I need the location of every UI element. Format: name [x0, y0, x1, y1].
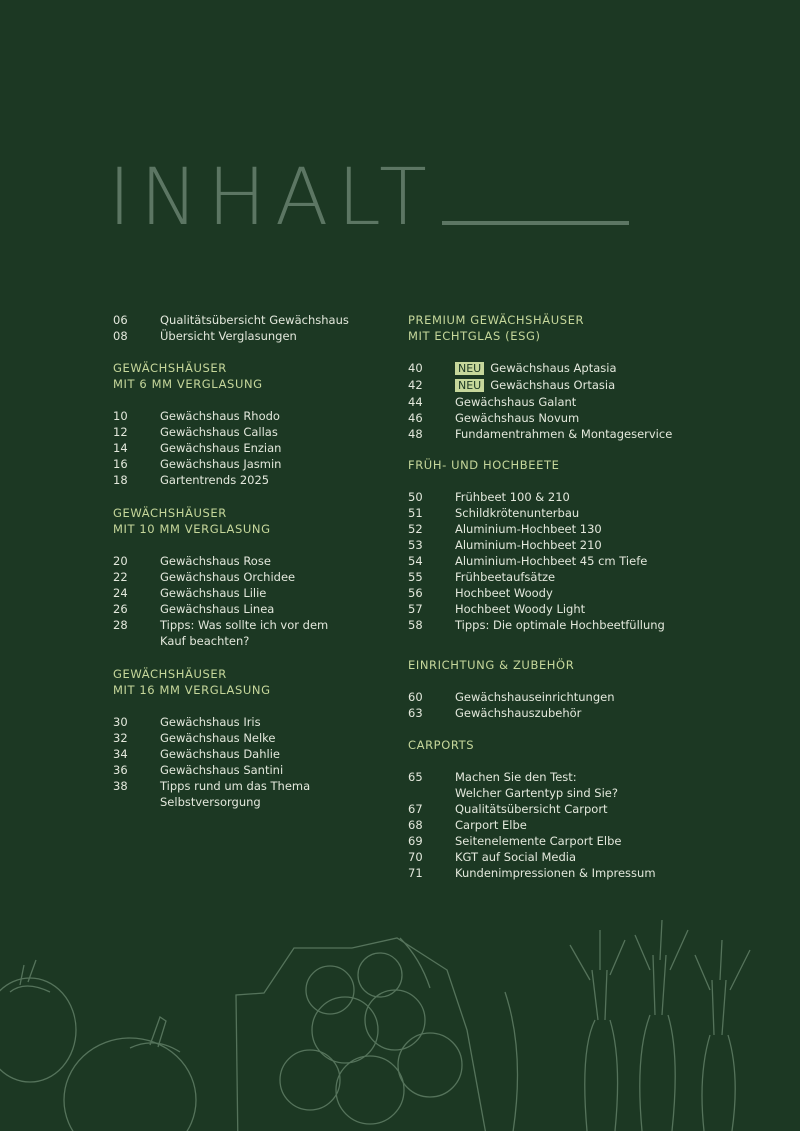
- page-number: 08: [113, 329, 128, 343]
- entry-text: Frühbeetaufsätze: [455, 570, 556, 584]
- toc-section: [408, 657, 748, 721]
- toc-entry[interactable]: [408, 377, 748, 394]
- entry-title: [160, 408, 413, 424]
- entry-title: [455, 585, 748, 601]
- entry-title: [160, 714, 413, 730]
- toc-section: [113, 312, 413, 344]
- entry-title: [455, 569, 748, 585]
- entry-title: [455, 865, 748, 881]
- toc-entry[interactable]: [408, 505, 748, 521]
- toc-entry[interactable]: [408, 801, 748, 817]
- page-number: 56: [408, 586, 423, 600]
- entry-title: [160, 553, 413, 569]
- entry-title: [160, 601, 413, 617]
- section-heading: GEWÄCHSHÄUSER: [113, 506, 227, 520]
- toc-entry[interactable]: [408, 521, 748, 537]
- entry-title: [160, 569, 413, 585]
- entry-text: Schildkrötenunterbau: [455, 506, 580, 520]
- entry-text: Gewächshaus Aptasia: [490, 361, 617, 375]
- entry-text: Gewächshaus Novum: [455, 411, 580, 425]
- entry-text: Übersicht Verglasungen: [160, 329, 297, 343]
- toc-entry[interactable]: [113, 424, 413, 440]
- entry-text: Hochbeet Woody: [455, 586, 553, 600]
- toc-entry[interactable]: [408, 689, 748, 705]
- toc-entry[interactable]: [113, 553, 413, 569]
- toc-entry[interactable]: [408, 833, 748, 849]
- toc-entry[interactable]: [408, 617, 748, 633]
- entry-text: Gewächshaus Ortasia: [490, 378, 616, 392]
- toc-entry[interactable]: [113, 762, 413, 778]
- entry-text-continued: Welcher Gartentyp sind Sie?: [455, 786, 618, 800]
- entry-text: Gewächshaus Dahlie: [160, 747, 280, 761]
- entry-text: Frühbeet 100 & 210: [455, 490, 570, 504]
- entry-text: Qualitätsübersicht Gewächshaus: [160, 313, 349, 327]
- page-number: 12: [113, 425, 128, 439]
- entry-title: [455, 410, 748, 426]
- page-number: 18: [113, 473, 128, 487]
- entry-title: [160, 585, 413, 601]
- page-number: 40: [408, 361, 423, 375]
- page-number: 42: [408, 378, 423, 392]
- toc-section: [408, 457, 748, 633]
- page-number: 58: [408, 618, 423, 632]
- entry-title: [455, 617, 748, 633]
- section-heading: PREMIUM GEWÄCHSHÄUSER: [408, 313, 585, 327]
- toc-entry[interactable]: [113, 730, 413, 746]
- section-heading: FRÜH- UND HOCHBEETE: [408, 458, 560, 472]
- page-number: 63: [408, 706, 423, 720]
- entry-text: Gewächshaus Rose: [160, 554, 271, 568]
- page-number: 38: [113, 779, 128, 793]
- page-number: 28: [113, 618, 128, 632]
- entry-text-continued: Kauf beachten?: [160, 634, 250, 648]
- toc-entry[interactable]: [408, 553, 748, 569]
- toc-entry[interactable]: [113, 585, 413, 601]
- toc-entry[interactable]: [408, 585, 748, 601]
- toc-entry[interactable]: [113, 746, 413, 762]
- page-number: 54: [408, 554, 423, 568]
- page-number: 69: [408, 834, 423, 848]
- entry-title: [160, 456, 413, 472]
- entry-text: Carport Elbe: [455, 818, 527, 832]
- toc-entry[interactable]: [113, 328, 413, 344]
- entry-text: Machen Sie den Test:: [455, 770, 577, 784]
- page-number: 51: [408, 506, 423, 520]
- entry-title: [160, 730, 413, 746]
- page-number: 32: [113, 731, 128, 745]
- page-number: 50: [408, 490, 423, 504]
- page-number: 36: [113, 763, 128, 777]
- page-number: 16: [113, 457, 128, 471]
- toc-entry[interactable]: [408, 569, 748, 585]
- toc-section: [408, 737, 748, 881]
- entry-text: Gewächshaus Nelke: [160, 731, 276, 745]
- entry-text: Hochbeet Woody Light: [455, 602, 586, 616]
- new-badge: NEU: [455, 362, 484, 375]
- entry-text: Gewächshaus Rhodo: [160, 409, 280, 423]
- toc-entry[interactable]: [113, 714, 413, 730]
- toc-entry[interactable]: [408, 601, 748, 617]
- section-subheading: MIT 16 MM VERGLASUNG: [113, 683, 271, 697]
- page-number: 14: [113, 441, 128, 455]
- page-number: 48: [408, 427, 423, 441]
- entry-text: Gewächshaus Santini: [160, 763, 284, 777]
- page-number: 67: [408, 802, 423, 816]
- section-subheading: MIT ECHTGLAS (ESG): [408, 329, 541, 343]
- entry-title: [160, 617, 413, 649]
- section-subheading: MIT 10 MM VERGLASUNG: [113, 522, 271, 536]
- page-number: 22: [113, 570, 128, 584]
- section-heading: GEWÄCHSHÄUSER: [113, 361, 227, 375]
- entry-title: [160, 440, 413, 456]
- page-number: 57: [408, 602, 423, 616]
- toc-section: [408, 312, 748, 442]
- entry-title: [455, 489, 748, 505]
- page-number: 44: [408, 395, 423, 409]
- entry-title: [455, 505, 748, 521]
- entry-text: Qualitätsübersicht Carport: [455, 802, 608, 816]
- new-badge: NEU: [455, 379, 484, 392]
- entry-text: Gewächshaus Iris: [160, 715, 261, 729]
- entry-title: [455, 394, 748, 410]
- toc-entry[interactable]: [113, 617, 413, 649]
- entry-title: [160, 312, 413, 328]
- toc-entry[interactable]: [113, 569, 413, 585]
- entry-title: [455, 377, 748, 394]
- page-number: 24: [113, 586, 128, 600]
- toc-entry[interactable]: [113, 440, 413, 456]
- section-heading: EINRICHTUNG & ZUBEHÖR: [408, 658, 575, 672]
- entry-title: [455, 769, 748, 801]
- vegetable-illustration: [0, 920, 800, 1131]
- entry-text: Gewächshauszubehör: [455, 706, 582, 720]
- toc-entry[interactable]: [408, 817, 748, 833]
- toc-entry[interactable]: [113, 601, 413, 617]
- toc-entry[interactable]: [408, 360, 748, 377]
- entry-text: Tipps rund um das Thema: [160, 779, 311, 793]
- page-number: 06: [113, 313, 128, 327]
- toc-section: [113, 360, 413, 488]
- page-number: 65: [408, 770, 423, 784]
- entry-title: [455, 601, 748, 617]
- page-number: 52: [408, 522, 423, 536]
- toc-entry[interactable]: [408, 865, 748, 881]
- page-number: 60: [408, 690, 423, 704]
- entry-text: Kundenimpressionen & Impressum: [455, 866, 656, 880]
- entry-title: [455, 537, 748, 553]
- toc-entry[interactable]: [113, 778, 413, 810]
- entry-text: Tipps: Die optimale Hochbeetfüllung: [455, 618, 665, 632]
- page-number: 46: [408, 411, 423, 425]
- section-heading: CARPORTS: [408, 738, 475, 752]
- entry-text-continued: Selbstversorgung: [160, 795, 261, 809]
- carrot-icon: [570, 920, 750, 1131]
- entry-title: [160, 424, 413, 440]
- page-number: 53: [408, 538, 423, 552]
- entry-title: [455, 521, 748, 537]
- page-number: 55: [408, 570, 423, 584]
- page-number: 20: [113, 554, 128, 568]
- entry-text: Gewächshaus Callas: [160, 425, 278, 439]
- cauliflower-icon: [236, 938, 518, 1131]
- page-number: 70: [408, 850, 423, 864]
- toc-entry[interactable]: [408, 410, 748, 426]
- entry-text: Gewächshaus Lilie: [160, 586, 267, 600]
- entry-title: [160, 472, 413, 488]
- entry-text: Aluminium-Hochbeet 130: [455, 522, 602, 536]
- toc-entry[interactable]: [408, 537, 748, 553]
- entry-text: Gewächshaus Jasmin: [160, 457, 282, 471]
- entry-text: Gewächshaus Linea: [160, 602, 275, 616]
- toc-entry[interactable]: [408, 705, 748, 721]
- toc-entry[interactable]: [113, 472, 413, 488]
- page-number: 10: [113, 409, 128, 423]
- entry-text: Aluminium-Hochbeet 210: [455, 538, 602, 552]
- page-number: 34: [113, 747, 128, 761]
- entry-title: [455, 705, 748, 721]
- toc-entry[interactable]: [408, 394, 748, 410]
- toc-section: [113, 666, 413, 810]
- entry-title: [455, 689, 748, 705]
- entry-title: [455, 849, 748, 865]
- entry-title: [160, 778, 413, 810]
- entry-text: Gewächshaus Enzian: [160, 441, 282, 455]
- entry-text: Gewächshaus Galant: [455, 395, 577, 409]
- page-title: INHALT: [108, 153, 436, 243]
- entry-title: [455, 426, 748, 442]
- toc-entry[interactable]: [113, 312, 413, 328]
- title-underline: [442, 221, 629, 225]
- entry-title: [160, 746, 413, 762]
- entry-text: Gewächshaus Orchidee: [160, 570, 296, 584]
- toc-entry[interactable]: [408, 426, 748, 442]
- entry-text: Tipps: Was sollte ich vor dem: [160, 618, 329, 632]
- entry-text: Gartentrends 2025: [160, 473, 270, 487]
- toc-entry[interactable]: [113, 456, 413, 472]
- entry-title: [160, 328, 413, 344]
- entry-title: [455, 360, 748, 377]
- section-subheading: MIT 6 MM VERGLASUNG: [113, 377, 263, 391]
- page-number: 26: [113, 602, 128, 616]
- page-number: 68: [408, 818, 423, 832]
- section-heading: GEWÄCHSHÄUSER: [113, 667, 227, 681]
- toc-entry[interactable]: [408, 849, 748, 865]
- entry-title: [160, 762, 413, 778]
- entry-title: [455, 801, 748, 817]
- toc-section: [113, 505, 413, 649]
- entry-text: Seitenelemente Carport Elbe: [455, 834, 622, 848]
- entry-text: Fundamentrahmen & Montageservice: [455, 427, 673, 441]
- entry-title: [455, 817, 748, 833]
- toc-entry[interactable]: [113, 408, 413, 424]
- toc-entry[interactable]: [408, 769, 748, 801]
- entry-text: Gewächshauseinrichtungen: [455, 690, 615, 704]
- toc-entry[interactable]: [408, 489, 748, 505]
- page-number: 71: [408, 866, 423, 880]
- entry-title: [455, 833, 748, 849]
- tomato-icon: [0, 960, 196, 1131]
- entry-text: KGT auf Social Media: [455, 850, 577, 864]
- entry-text: Aluminium-Hochbeet 45 cm Tiefe: [455, 554, 648, 568]
- entry-title: [455, 553, 748, 569]
- page-number: 30: [113, 715, 128, 729]
